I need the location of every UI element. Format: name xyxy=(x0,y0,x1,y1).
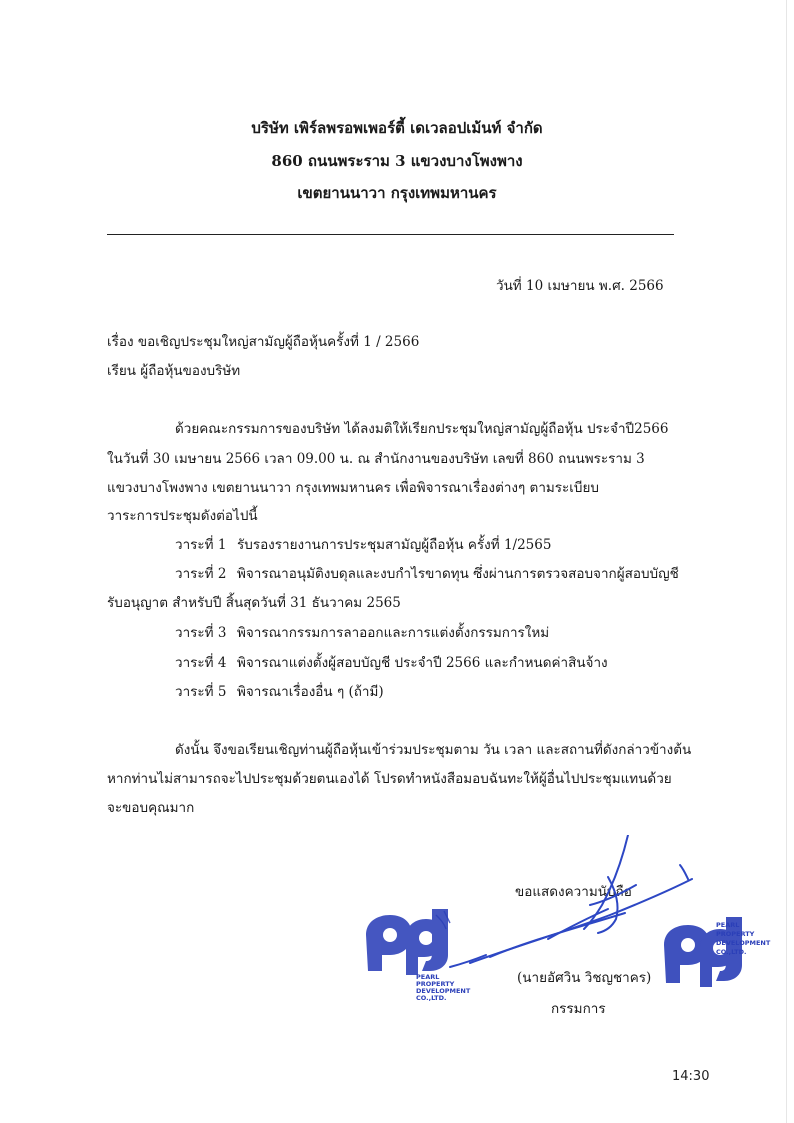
stamp-text-line: PROPERTY xyxy=(416,980,455,988)
body-line-1: ด้วยคณะกรรมการของบริษัท ได้ลงมติให้เรียกประชุมใหญ่สามัญผู้ถือหุ้น ประจำปี2566 xyxy=(175,421,669,437)
closing-line-1: ดังนั้น จึงขอเรียนเชิญท่านผู้ถือหุ้นเข้าร่วมประชุมตาม วัน เวลา และสถานที่ดังกล่าวข้างต้น xyxy=(175,742,692,758)
body-line-2: ในวันที่ 30 เมษายน 2566 เวลา 09.00 น. ณ สำนักงานของบริษัท เลขที่ 860 ถนนพระราม 3 xyxy=(107,451,645,467)
letter-date: วันที่ 10 เมษายน พ.ศ. 2566 xyxy=(496,278,664,294)
agenda-label: วาระที่ 4 xyxy=(175,655,227,671)
agenda-item-4 xyxy=(175,651,608,673)
company-address-line-1: 860 ถนนพระราม 3 แขวงบางโพงพาง xyxy=(271,152,523,170)
agenda-text: รับรองรายงานการประชุมสามัญผู้ถือหุ้น ครั้งที่ 1/2565 xyxy=(237,537,552,553)
agenda-item-5 xyxy=(175,680,384,702)
stamp-text-line: PROPERTY xyxy=(716,930,755,938)
footer-time: 14:30 xyxy=(672,1069,710,1084)
stamp-text-line: CO.,LTD. xyxy=(416,994,447,1001)
agenda-text: พิจารณาอนุมัติงบดุลและงบกำไรขาดทุน ซึ่งผ่านการตรวจสอบจากผู้สอบบัญชี xyxy=(237,566,679,582)
closing-line-2: หากท่านไม่สามารถจะไปประชุมด้วยตนเองได้ โปรดทำหนังสือมอบฉันทะให้ผู้อื่นไปประชุมแทนด้วย xyxy=(107,771,672,787)
letter-recipient: เรียน ผู้ถือหุ้นของบริษัท xyxy=(107,363,241,379)
body-line-4: วาระการประชุมดังต่อไปนี้ xyxy=(107,508,258,524)
agenda-item-2 xyxy=(175,562,679,584)
stamp-text-line: PEARL xyxy=(716,921,740,929)
agenda-label: วาระที่ 2 xyxy=(175,566,227,582)
letter-subject: เรื่อง ขอเชิญประชุมใหญ่สามัญผู้ถือหุ้นครั้งที่ 1 / 2566 xyxy=(107,334,420,350)
company-address-line-2: เขตยานนาวา กรุงเทพมหานคร xyxy=(297,184,497,202)
signature-regards: ขอแสดงความนับถือ xyxy=(515,884,632,900)
stamp-text-line: DEVELOPMENT xyxy=(416,987,471,995)
agenda-text: พิจารณาแต่งตั้งผู้สอบบัญชี ประจำปี 2566 และกำหนดค่าสินจ้าง xyxy=(237,655,608,671)
agenda-label: วาระที่ 1 xyxy=(175,537,227,553)
closing-line-3: จะขอบคุณมาก xyxy=(107,800,195,816)
agenda-label: วาระที่ 3 xyxy=(175,625,227,641)
company-stamp-right xyxy=(660,915,772,1011)
agenda-text: พิจารณากรรมการลาออกและการแต่งตั้งกรรมการใหม่ xyxy=(237,625,550,641)
stamp-text-line: PEARL xyxy=(416,973,440,981)
agenda-item-1 xyxy=(175,533,551,555)
agenda-text: พิจารณาเรื่องอื่น ๆ (ถ้ามี) xyxy=(237,684,384,700)
header-divider xyxy=(107,234,674,235)
company-name: บริษัท เพิร์ลพรอพเพอร์ตี้ เดเวลอปเม้นท์ จำกัด xyxy=(251,119,543,137)
signature-name: (นายอัศวิน วิชญชาคร) xyxy=(517,970,652,986)
agenda-item-3 xyxy=(175,621,549,643)
company-stamp-left xyxy=(360,905,484,1001)
body-line-3: แขวงบางโพงพาง เขตยานนาวา กรุงเทพมหานคร เพื่อพิจารณาเรื่องต่างๆ ตามระเบียบ xyxy=(107,480,599,496)
agenda-item-2-continued: รับอนุญาต สำหรับปี สิ้นสุดวันที่ 31 ธันวาคม 2565 xyxy=(107,595,401,611)
agenda-label: วาระที่ 5 xyxy=(175,684,227,700)
page-edge-line xyxy=(786,0,787,1123)
stamp-text-line: CO.,LTD. xyxy=(716,948,747,956)
stamp-text-line: DEVELOPMENT xyxy=(716,939,771,947)
signature-title: กรรมการ xyxy=(551,1001,606,1017)
